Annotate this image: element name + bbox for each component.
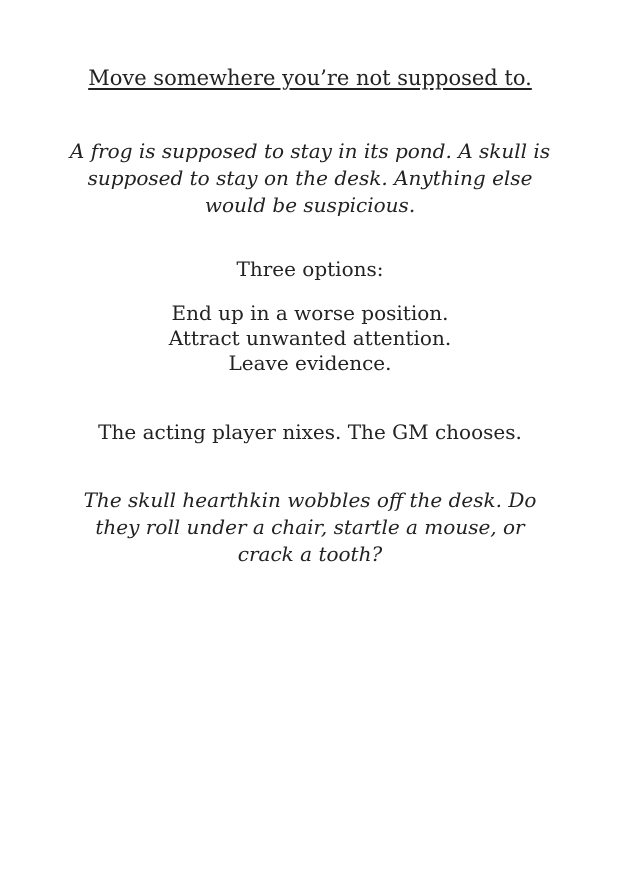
option-item: Leave evidence. bbox=[228, 351, 392, 375]
option-item: Attract unwanted attention. bbox=[168, 326, 452, 350]
options-heading: Three options: bbox=[236, 257, 384, 281]
rule-text: The acting player nixes. The GM chooses. bbox=[98, 420, 522, 444]
page-title: Move somewhere you’re not supposed to. bbox=[88, 66, 532, 90]
option-item: End up in a worse position. bbox=[171, 301, 449, 325]
options-list bbox=[60, 301, 560, 376]
intro-paragraph: A frog is supposed to stay in its pond. A skull is supposed to stay on the desk. Anything else would be suspicious. bbox=[69, 139, 551, 217]
example-paragraph: The skull hearthkin wobbles off the desk. Do they roll under a chair, startle a mouse, or crack a tooth? bbox=[83, 488, 537, 566]
